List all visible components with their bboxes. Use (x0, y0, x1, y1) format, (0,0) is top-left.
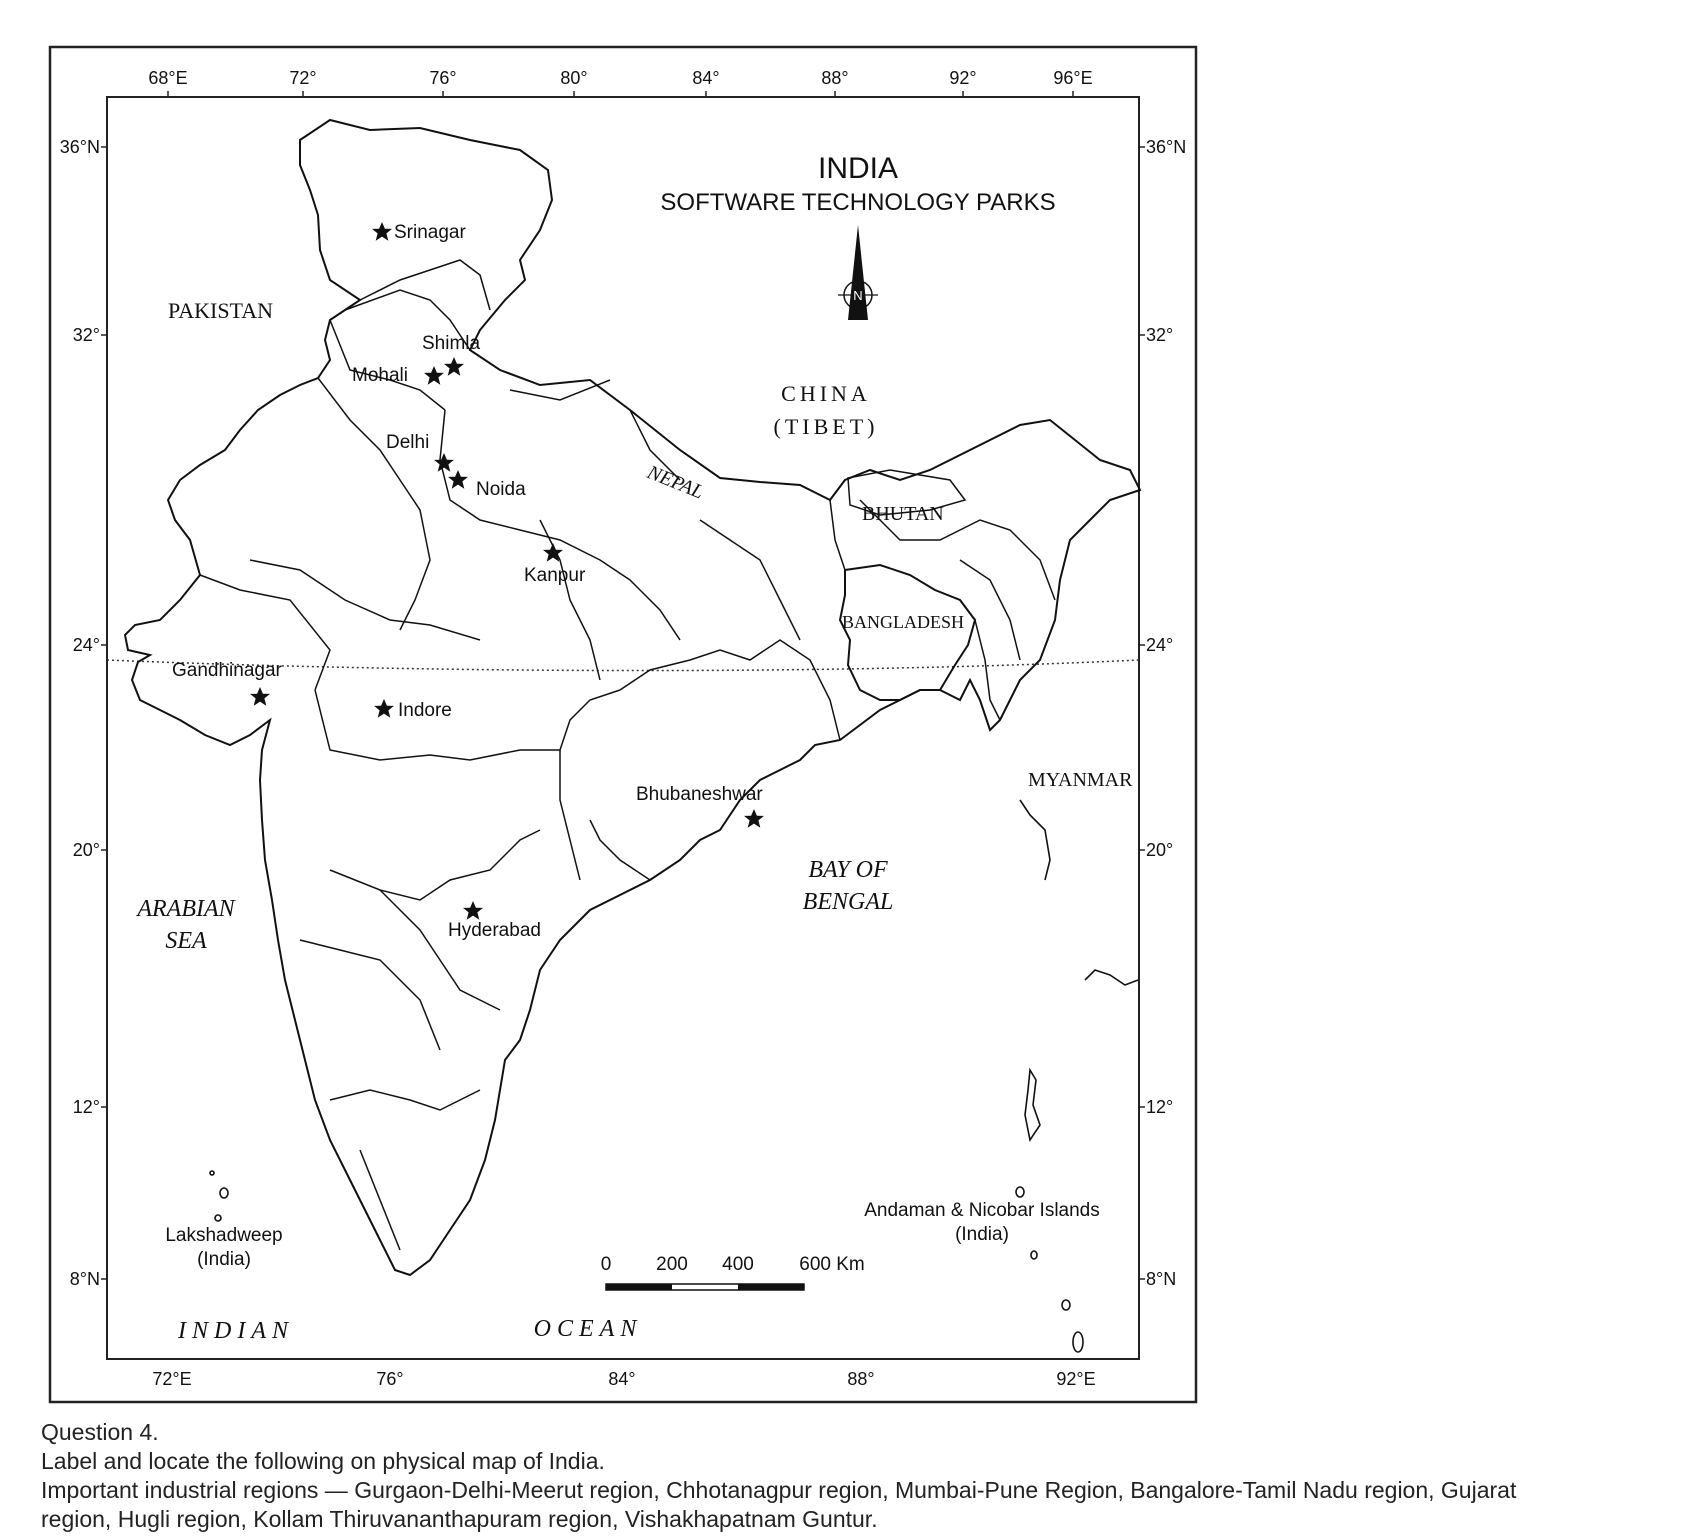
question-number: Question 4. (41, 1419, 159, 1445)
lon-label-top: 68°E (148, 68, 188, 88)
question-regions-line-2: region, Hugli region, Kollam Thiruvananthapuram region, Vishakhapatnam Guntur. (41, 1506, 878, 1532)
scale-tick: 600 Km (799, 1254, 865, 1275)
question-caption (41, 1418, 1661, 1534)
city-label: Mohali (352, 365, 408, 386)
lon-label-bottom: 72°E (152, 1369, 192, 1389)
island-label-andaman: Andaman & Nicobar Islands (864, 1200, 1100, 1221)
sea-label-bengal: BENGAL (802, 889, 894, 915)
north-arrow (838, 225, 878, 320)
lat-label-right: 8°N (1146, 1269, 1177, 1289)
lat-label-left: 36°N (59, 137, 100, 157)
lon-label-bottom: 88° (847, 1369, 875, 1389)
outer-frame (50, 47, 1196, 1402)
country-label-pakistan: PAKISTAN (168, 298, 274, 323)
lat-label-right: 32° (1146, 325, 1174, 345)
lon-label-bottom: 92°E (1056, 1369, 1096, 1389)
city-marker (463, 901, 483, 920)
scale-tick: 0 (600, 1254, 612, 1275)
city-label: Kanpur (524, 565, 586, 586)
island-label-lakshadweep-country: (India) (197, 1249, 251, 1270)
map-subtitle: SOFTWARE TECHNOLOGY PARKS (660, 189, 1056, 216)
country-label-bhutan: BHUTAN (862, 503, 944, 525)
city-label: Srinagar (394, 222, 466, 243)
lat-label-right: 20° (1146, 840, 1174, 860)
sea-label-bay-of: BAY OF (808, 857, 888, 883)
city-label: Indore (398, 700, 452, 721)
city-marker (372, 222, 392, 241)
lon-label-top: 96°E (1053, 68, 1093, 88)
lat-label-right: 24° (1146, 635, 1174, 655)
question-instruction: Label and locate the following on physical map of India. (41, 1448, 605, 1474)
lat-label-right: 12° (1146, 1097, 1174, 1117)
city-marker (424, 366, 444, 385)
lon-label-top: 80° (560, 68, 588, 88)
island-label-andaman-country: (India) (955, 1224, 1009, 1245)
sea-label-sea: SEA (165, 928, 207, 954)
city-label: Hyderabad (448, 920, 541, 941)
lon-label-top: 92° (949, 68, 977, 88)
scale-tick: 400 (722, 1254, 754, 1275)
lat-label-right: 36°N (1146, 137, 1187, 157)
city-marker (374, 699, 394, 718)
city-label: Delhi (386, 432, 430, 453)
lon-label-top: 84° (692, 68, 720, 88)
country-label-bangladesh: BANGLADESH (842, 612, 965, 632)
country-label-nepal: NEPAL (644, 461, 707, 504)
country-label-tibet: (TIBET) (773, 414, 879, 439)
india-outline (125, 120, 1140, 1275)
country-label-myanmar: MYANMAR (1028, 769, 1133, 791)
bangladesh-outline (840, 565, 975, 700)
lon-label-top: 72° (289, 68, 317, 88)
city-marker (434, 453, 454, 472)
city-marker (250, 687, 270, 706)
lat-label-left: 24° (72, 635, 100, 655)
lon-label-bottom: 76° (376, 1369, 404, 1389)
city-marker (444, 357, 464, 376)
city-marker (744, 809, 764, 828)
lat-label-left: 12° (72, 1097, 100, 1117)
city-label: Bhubaneshwar (636, 784, 763, 805)
city-label: Shimla (422, 333, 481, 354)
city-label: Noida (476, 479, 526, 500)
city-label: Gandhinagar (172, 660, 282, 681)
lon-label-top: 88° (821, 68, 849, 88)
island-label-lakshadweep: Lakshadweep (165, 1225, 283, 1246)
ocean-label-indian: INDIAN (178, 1318, 294, 1344)
lon-label-top: 76° (429, 68, 457, 88)
lon-label-bottom: 84° (608, 1369, 636, 1389)
north-label: N (853, 288, 863, 303)
ocean-label-ocean: OCEAN (533, 1316, 643, 1342)
sea-label-arabian: ARABIAN (137, 896, 235, 922)
map-title: INDIA (817, 152, 899, 185)
lat-label-left: 32° (72, 325, 100, 345)
city-marker (448, 470, 468, 489)
scale-tick: 200 (656, 1254, 688, 1275)
inner-frame (107, 97, 1139, 1359)
question-regions-line-1: Important industrial regions — Gurgaon-Delhi-Meerut region, Chhotanagpur region, Mumbai-Pune Region, Bangalore-Tamil Nadu region, Gujarat (41, 1477, 1517, 1503)
lat-label-left: 8°N (69, 1269, 100, 1289)
country-label-china: CHINA (781, 381, 871, 406)
lat-label-left: 20° (72, 840, 100, 860)
scale-bar (601, 1254, 865, 1290)
